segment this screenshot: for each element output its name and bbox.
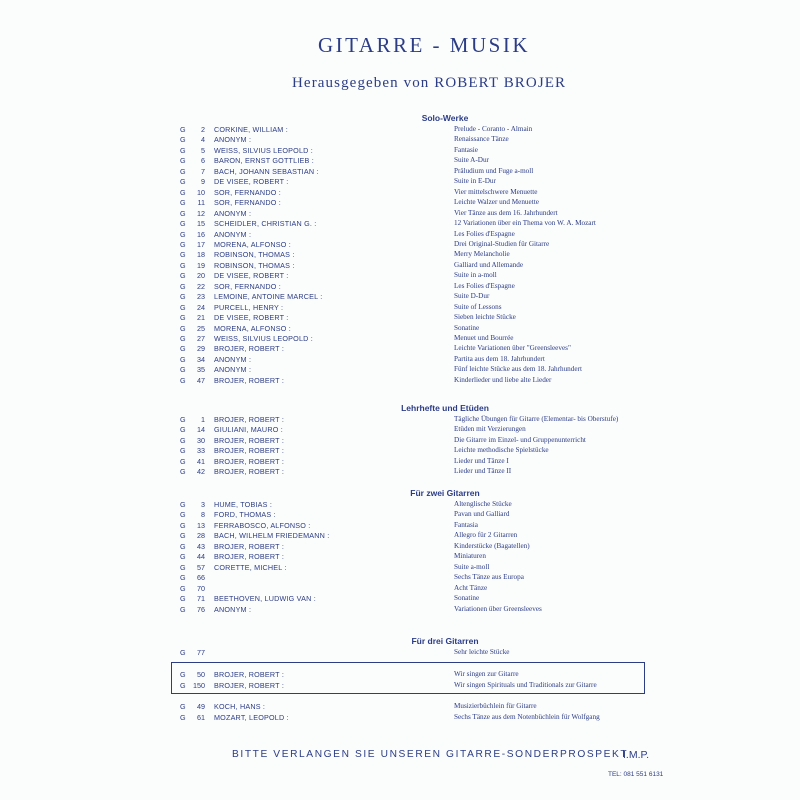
composer-name: SOR, FERNANDO : (214, 198, 281, 208)
composer-name: ROBINSON, THOMAS : (214, 250, 295, 260)
catalog-entry (0, 375, 800, 386)
catalog-number: 2 (201, 125, 205, 134)
catalog-code-prefix: G (180, 510, 186, 520)
catalog-code-prefix: G (180, 552, 186, 562)
work-title: Partita aus dem 18. Jahrhundert (454, 354, 545, 363)
catalog-code-prefix: G (180, 594, 186, 604)
catalog-code-prefix: G (180, 425, 186, 435)
work-title: Pavan und Galliard (454, 510, 510, 519)
catalog-entry (0, 270, 800, 281)
catalog-entry (0, 166, 800, 177)
work-title: Sonatine (454, 594, 480, 603)
catalog-code-prefix: G (180, 520, 186, 530)
footer-notice: BITTE VERLANGEN SIE UNSEREN GITARRE-SONDERPROSPEKT (232, 749, 629, 760)
work-title: Vier mittelschwere Menuette (454, 187, 538, 196)
section-heading: Solo-Werke (421, 113, 469, 123)
composer-name: BROJER, ROBERT : (214, 456, 285, 466)
catalog-code-prefix: G (180, 302, 186, 312)
catalog-number: 4 (201, 135, 205, 145)
catalog-number: 44 (197, 552, 205, 562)
catalog-number: 41 (197, 456, 205, 466)
catalog-entry (0, 260, 800, 271)
catalog-number: 16 (197, 229, 205, 239)
catalog-number: 66 (197, 573, 205, 583)
composer-name: BACH, WILHELM FRIEDEMANN : (214, 531, 330, 541)
catalog-entry (0, 354, 800, 365)
section-heading: Für zwei Gitarren (410, 488, 480, 498)
work-title: Suite A-Dur (454, 156, 489, 165)
catalog-entry (0, 124, 800, 135)
work-title: Miniaturen (454, 552, 486, 561)
catalog-number: 13 (197, 520, 205, 530)
work-title: Etüden mit Verzierungen (454, 425, 526, 434)
catalog-code-prefix: G (180, 208, 186, 218)
catalog-code-prefix: G (180, 177, 186, 187)
catalog-entry (0, 176, 800, 187)
catalog-number: 9 (201, 177, 205, 187)
catalog-entry (0, 291, 800, 302)
catalog-number: 50 (197, 670, 205, 679)
catalog-entry (0, 208, 800, 219)
composer-name: PURCELL, HENRY : (214, 302, 284, 312)
composer-name: BROJER, ROBERT : (214, 446, 285, 456)
catalog-code-prefix: G (180, 271, 186, 281)
composer-name: BACH, JOHANN SEBASTIAN : (214, 166, 319, 176)
work-title: Acht Tänze (454, 583, 488, 592)
catalog-code-prefix: G (180, 648, 186, 657)
catalog-entry (0, 562, 800, 573)
catalog-code-prefix: G (180, 456, 186, 466)
catalog-entry (0, 229, 800, 240)
catalog-code-prefix: G (180, 198, 186, 208)
catalog-code-prefix: G (180, 313, 186, 323)
catalog-code-prefix: G (180, 712, 186, 722)
work-title: Suite in a-moll (454, 271, 497, 280)
composer-name: ANONYM : (214, 354, 252, 364)
catalog-entry (0, 343, 800, 354)
telephone-number: TEL: 081 551 6131 (608, 771, 664, 778)
catalog-code-prefix: G (180, 292, 186, 302)
catalog-entry (0, 466, 800, 477)
work-title: Kinderlieder und liebe alte Lieder (454, 375, 552, 384)
work-title: Variationen über Greensleeves (454, 604, 542, 613)
catalog-code-prefix: G (180, 365, 186, 375)
composer-name: MORENA, ALFONSO : (214, 239, 291, 249)
composer-name: FORD, THOMAS : (214, 510, 276, 520)
composer-name: SOR, FERNANDO : (214, 281, 281, 291)
catalog-number: 61 (197, 712, 205, 722)
catalog-code-prefix: G (180, 562, 186, 572)
work-title: Die Gitarre im Einzel- und Gruppenunterricht (454, 435, 586, 444)
composer-name: ANONYM : (214, 229, 252, 239)
catalog-code-prefix: G (180, 375, 186, 385)
composer-name: MOZART, LEOPOLD : (214, 712, 289, 722)
work-title: Vier Tänze aus dem 16. Jahrhundert (454, 208, 558, 217)
catalog-number: 76 (197, 604, 205, 614)
catalog-entry (0, 187, 800, 198)
catalog-code-prefix: G (180, 500, 186, 509)
work-title: Renaissance Tänze (454, 135, 509, 144)
catalog-number: 42 (197, 467, 205, 477)
composer-name: BEETHOVEN, LUDWIG VAN : (214, 594, 316, 604)
catalog-number: 8 (201, 510, 205, 520)
publisher-mark: I.M.P. (623, 749, 650, 761)
composer-name: CORKINE, WILLIAM : (214, 125, 288, 134)
composer-name: SCHEIDLER, CHRISTIAN G. : (214, 219, 317, 229)
catalog-code-prefix: G (180, 467, 186, 477)
catalog-entry (0, 197, 800, 208)
catalog-entry (0, 364, 800, 375)
catalog-number: 14 (197, 425, 205, 435)
catalog-entry (0, 509, 800, 520)
composer-name: WEISS, SILVIUS LEOPOLD : (214, 145, 313, 155)
catalog-number: 77 (197, 648, 205, 657)
catalog-code-prefix: G (180, 145, 186, 155)
composer-name: BROJER, ROBERT : (214, 415, 285, 424)
composer-name: ANONYM : (214, 604, 252, 614)
catalog-code-prefix: G (180, 702, 186, 711)
composer-name: ROBINSON, THOMAS : (214, 260, 295, 270)
catalog-number: 33 (197, 446, 205, 456)
catalog-number: 35 (197, 365, 205, 375)
catalog-number: 27 (197, 334, 205, 343)
catalog-code-prefix: G (180, 541, 186, 551)
work-title: Leichte Walzer und Menuette (454, 198, 539, 207)
work-title: Merry Melancholie (454, 250, 510, 259)
work-title: Musizierbüchlein für Gitarre (454, 702, 537, 710)
catalog-number: 7 (201, 166, 205, 176)
catalog-number: 15 (197, 219, 205, 229)
work-title: 12 Variationen über ein Thema von W. A. Mozart (454, 219, 596, 228)
catalog-code-prefix: G (180, 604, 186, 614)
catalog-code-prefix: G (180, 680, 186, 690)
catalog-entry (0, 435, 800, 446)
catalog-number: 24 (197, 302, 205, 312)
composer-name: WEISS, SILVIUS LEOPOLD : (214, 334, 313, 343)
work-title: Fantasie (454, 145, 478, 154)
composer-name: SOR, FERNANDO : (214, 187, 281, 197)
catalog-code-prefix: G (180, 344, 186, 354)
work-title: Leichte Variationen über "Greensleeves" (454, 344, 571, 353)
catalog-entry (0, 583, 800, 594)
composer-name: BROJER, ROBERT : (214, 680, 285, 690)
composer-name: BROJER, ROBERT : (214, 467, 285, 477)
catalog-code-prefix: G (180, 323, 186, 333)
composer-name: DE VISEE, ROBERT : (214, 271, 289, 281)
catalog-entry (0, 499, 800, 510)
catalog-entry (0, 239, 800, 250)
work-title: Sieben leichte Stücke (454, 313, 516, 322)
composer-name: GIULIANI, MAURO : (214, 425, 283, 435)
catalog-entry (0, 323, 800, 334)
composer-name: ANONYM : (214, 365, 252, 375)
work-title: Präludium und Fuge a-moll (454, 166, 534, 175)
section-heading: Für drei Gitarren (411, 636, 479, 646)
work-title: Wir singen Spirituals und Traditionals zur Gitarre (454, 680, 597, 689)
catalog-number: 25 (197, 323, 205, 333)
catalog-entry (0, 647, 800, 658)
work-title: Sechs Tänze aus dem Notenbüchlein für Wolfgang (454, 712, 600, 721)
work-title: Menuet und Bourrée (454, 334, 514, 342)
catalog-code-prefix: G (180, 446, 186, 456)
catalog-entry (0, 281, 800, 292)
catalog-number: 30 (197, 435, 205, 445)
catalog-number: 29 (197, 344, 205, 354)
catalog-code-prefix: G (180, 239, 186, 249)
section-heading: Lehrhefte und Etüden (401, 403, 489, 413)
catalog-number: 22 (197, 281, 205, 291)
catalog-code-prefix: G (180, 260, 186, 270)
catalog-entry (0, 572, 800, 583)
catalog-number: 6 (201, 156, 205, 166)
composer-name: BROJER, ROBERT : (214, 541, 285, 551)
catalog-entry (0, 302, 800, 313)
catalog-entry (0, 456, 800, 467)
catalog-entry (0, 604, 800, 615)
composer-name: ANONYM : (214, 135, 252, 145)
work-title: Lieder und Tänze II (454, 467, 512, 476)
work-title: Drei Original-Studien für Gitarre (454, 239, 550, 248)
page-subtitle: Herausgegeben von ROBERT BROJER (292, 75, 567, 91)
catalog-entry (0, 551, 800, 562)
page-title: GITARRE - MUSIK (318, 33, 530, 57)
catalog-number: 3 (201, 500, 205, 509)
catalog-entry (0, 424, 800, 435)
catalog-number: 47 (197, 375, 205, 385)
work-title: Les Folies d'Espagne (454, 229, 515, 238)
catalog-entry (0, 445, 800, 456)
catalog-entry (0, 134, 800, 145)
catalog-code-prefix: G (180, 435, 186, 445)
work-title: Kinderstücke (Bagatellen) (454, 541, 530, 550)
work-title: Leichte methodische Spielstücke (454, 446, 549, 455)
work-title: Sehr leichte Stücke (454, 648, 510, 656)
catalog-entry (0, 712, 800, 723)
composer-name: BARON, ERNST GOTTLIEB : (214, 156, 314, 166)
catalog-number: 12 (197, 208, 205, 218)
catalog-number: 1 (201, 415, 205, 424)
work-title: Wir singen zur Gitarre (454, 670, 519, 678)
catalog-entry (0, 414, 800, 425)
work-title: Fantasia (454, 520, 478, 529)
catalog-number: 71 (197, 594, 205, 604)
work-title: Suite in E-Dur (454, 177, 496, 186)
catalog-code-prefix: G (180, 354, 186, 364)
catalog-number: 23 (197, 292, 205, 302)
catalog-entry (0, 155, 800, 166)
work-title: Tägliche Übungen für Gitarre (Elementar- bis Oberstufe) (454, 415, 619, 423)
composer-name: BROJER, ROBERT : (214, 375, 285, 385)
composer-name: HUME, TOBIAS : (214, 500, 273, 509)
catalog-entry (0, 530, 800, 541)
catalog-code-prefix: G (180, 281, 186, 291)
catalog-number: 49 (197, 702, 205, 711)
work-title: Suite of Lessons (454, 302, 502, 311)
work-title: Fünf leichte Stücke aus dem 18. Jahrhundert (454, 365, 582, 374)
catalog-number: 21 (197, 313, 205, 323)
composer-name: BROJER, ROBERT : (214, 435, 285, 445)
composer-name: ANONYM : (214, 208, 252, 218)
composer-name: DE VISEE, ROBERT : (214, 313, 289, 323)
work-title: Altenglische Stücke (454, 500, 512, 508)
catalog-entry (0, 249, 800, 260)
catalog-entry (0, 593, 800, 604)
work-title: Lieder und Tänze I (454, 456, 509, 465)
composer-name: BROJER, ROBERT : (214, 670, 285, 679)
catalog-code-prefix: G (180, 187, 186, 197)
catalog-entry (0, 333, 800, 344)
catalog-number: 34 (197, 354, 205, 364)
composer-name: BROJER, ROBERT : (214, 344, 285, 354)
boxed-entries-frame (171, 662, 645, 694)
work-title: Sonatine (454, 323, 480, 332)
work-title: Galliard und Allemande (454, 260, 524, 269)
catalog-code-prefix: G (180, 670, 186, 679)
catalog-number: 70 (197, 583, 205, 593)
catalog-number: 28 (197, 531, 205, 541)
catalog-code-prefix: G (180, 219, 186, 229)
catalog-number: 19 (197, 260, 205, 270)
catalog-number: 57 (197, 562, 205, 572)
composer-name: KOCH, HANS : (214, 702, 266, 711)
catalog-code-prefix: G (180, 135, 186, 145)
work-title: Allegro für 2 Gitarren (454, 531, 518, 540)
catalog-number: 10 (197, 187, 205, 197)
catalog-number: 20 (197, 271, 205, 281)
catalog-entry (0, 520, 800, 531)
composer-name: DE VISEE, ROBERT : (214, 177, 289, 187)
catalog-code-prefix: G (180, 156, 186, 166)
catalog-number: 5 (201, 145, 205, 155)
catalog-code-prefix: G (180, 531, 186, 541)
catalog-entry (0, 312, 800, 323)
work-title: Sechs Tänze aus Europa (454, 573, 524, 582)
catalog-code-prefix: G (180, 229, 186, 239)
catalog-number: 11 (197, 198, 205, 208)
composer-name: BROJER, ROBERT : (214, 552, 285, 562)
catalog-code-prefix: G (180, 334, 186, 343)
catalog-entry (0, 541, 800, 552)
work-title: Suite D-Dur (454, 292, 490, 301)
catalog-entry (0, 701, 800, 712)
catalog-code-prefix: G (180, 125, 186, 134)
catalog-code-prefix: G (180, 166, 186, 176)
catalog-code-prefix: G (180, 583, 186, 593)
catalog-number: 17 (197, 239, 205, 249)
catalog-code-prefix: G (180, 250, 186, 260)
catalog-entry (0, 218, 800, 229)
composer-name: CORETTE, MICHEL : (214, 562, 287, 572)
work-title: Prelude - Coranto - Almain (454, 125, 533, 133)
catalog-code-prefix: G (180, 573, 186, 583)
catalog-number: 150 (193, 680, 205, 690)
composer-name: MORENA, ALFONSO : (214, 323, 291, 333)
composer-name: FERRABOSCO, ALFONSO : (214, 520, 311, 530)
catalog-entry (0, 145, 800, 156)
catalog-number: 18 (197, 250, 205, 260)
work-title: Suite a-moll (454, 562, 490, 571)
composer-name: LEMOINE, ANTOINE MARCEL : (214, 292, 323, 302)
work-title: Les Folies d'Espagne (454, 281, 515, 290)
catalog-code-prefix: G (180, 415, 186, 424)
catalog-number: 43 (197, 541, 205, 551)
